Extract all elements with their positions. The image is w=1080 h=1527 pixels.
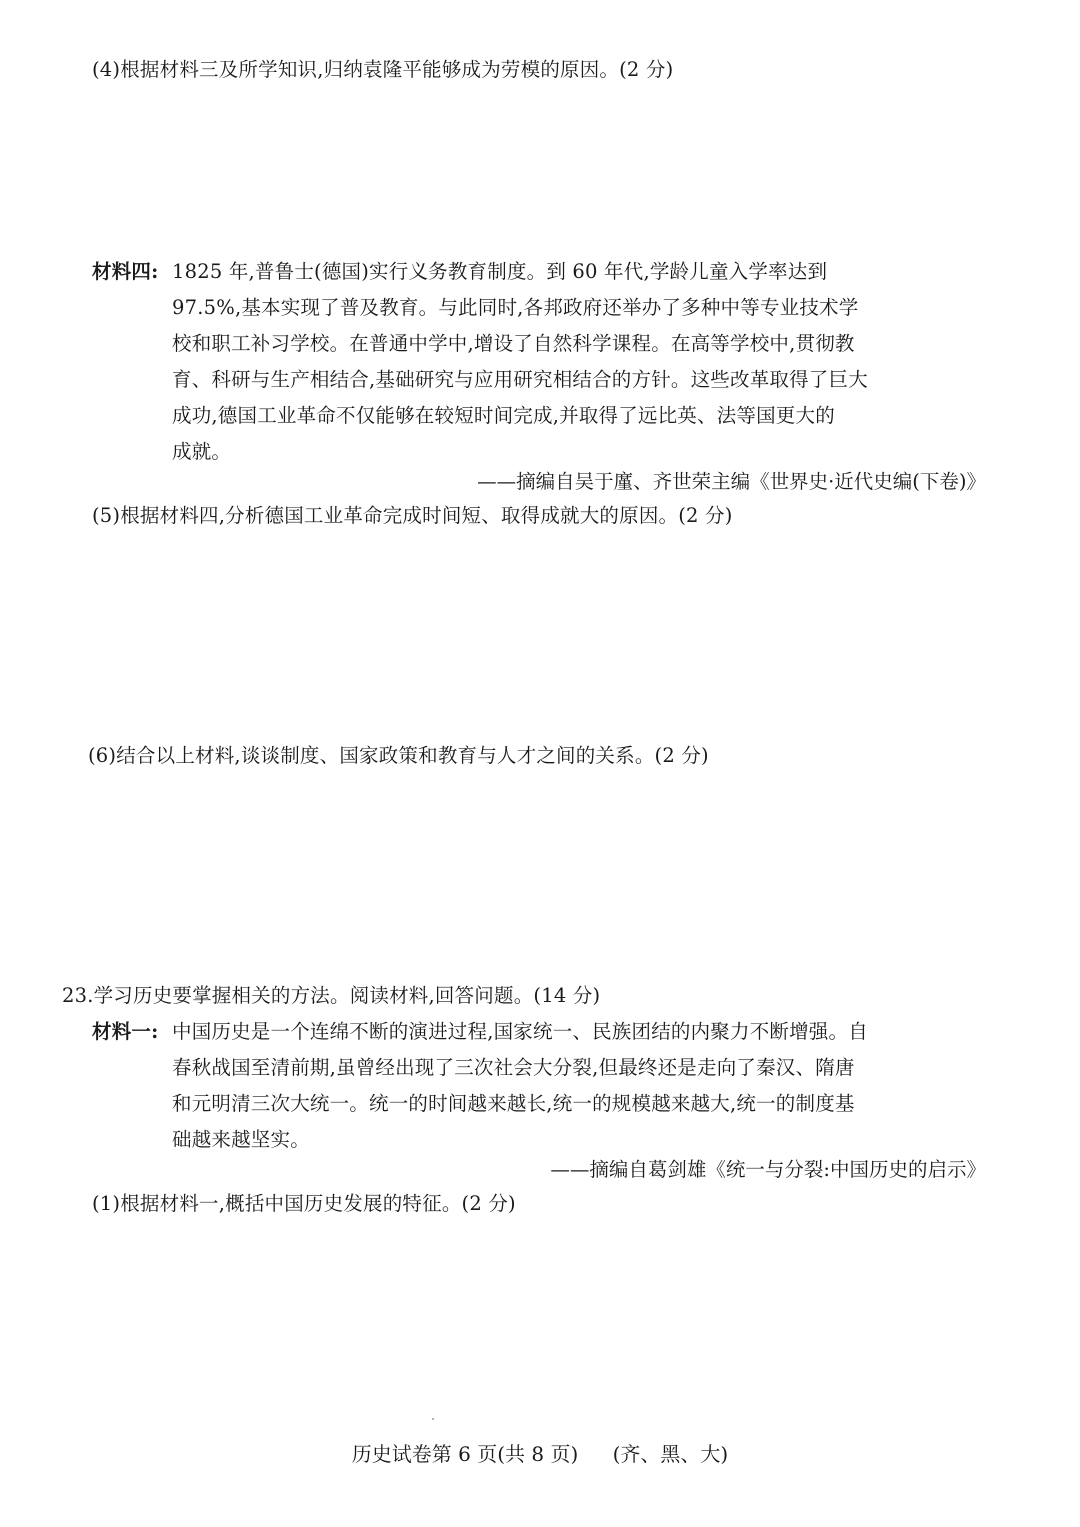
question-22-4: (4)根据材料三及所学知识,归纳袁隆平能够成为劳模的原因。(2 分)	[92, 58, 674, 81]
material-4-line: 育、科研与生产相结合,基础研究与应用研究相结合的方针。这些改革取得了巨大	[172, 368, 868, 391]
material-1-line: 础越来越坚实。	[172, 1128, 310, 1151]
material-1-line: 中国历史是一个连绵不断的演进过程,国家统一、民族团结的内聚力不断增强。自	[172, 1020, 868, 1043]
material-1-line: 和元明清三次大统一。统一的时间越来越长,统一的规模越来越大,统一的制度基	[172, 1092, 855, 1115]
material-4-source: ——摘编自吴于廑、齐世荣主编《世界史·近代史编(下卷)》	[477, 470, 986, 493]
footer-regions: (齐、黑、大)	[612, 1442, 729, 1466]
material-4-line: 校和职工补习学校。在普通中学中,增设了自然科学课程。在高等学校中,贯彻教	[172, 332, 855, 355]
question-23-1: (1)根据材料一,概括中国历史发展的特征。(2 分)	[92, 1192, 516, 1215]
material-4-line: 成就。	[172, 440, 232, 463]
material-4-line: 97.5%,基本实现了普及教育。与此同时,各邦政府还举办了多种中等专业技术学	[172, 296, 859, 319]
material-1-label: 材料一:	[92, 1020, 159, 1043]
question-23-stem: 23.学习历史要掌握相关的方法。阅读材料,回答问题。(14 分)	[62, 984, 601, 1007]
material-1-source: ——摘编自葛剑雄《统一与分裂:中国历史的启示》	[550, 1158, 986, 1181]
material-4-label: 材料四:	[92, 260, 159, 283]
material-4-line: 1825 年,普鲁士(德国)实行义务教育制度。到 60 年代,学龄儿童入学率达到	[172, 260, 828, 283]
question-22-5: (5)根据材料四,分析德国工业革命完成时间短、取得成就大的原因。(2 分)	[92, 504, 733, 527]
material-4-line: 成功,德国工业革命不仅能够在较短时间完成,并取得了远比英、法等国更大的	[172, 404, 835, 427]
page-footer	[0, 1439, 1080, 1469]
scan-speck	[432, 1418, 434, 1420]
question-22-6: (6)结合以上材料,谈谈制度、国家政策和教育与人才之间的关系。(2 分)	[88, 744, 709, 767]
material-1-line: 春秋战国至清前期,虽曾经出现了三次社会大分裂,但最终还是走向了秦汉、隋唐	[172, 1056, 855, 1079]
footer-page-number: 历史试卷第 6 页(共 8 页)	[351, 1442, 579, 1466]
